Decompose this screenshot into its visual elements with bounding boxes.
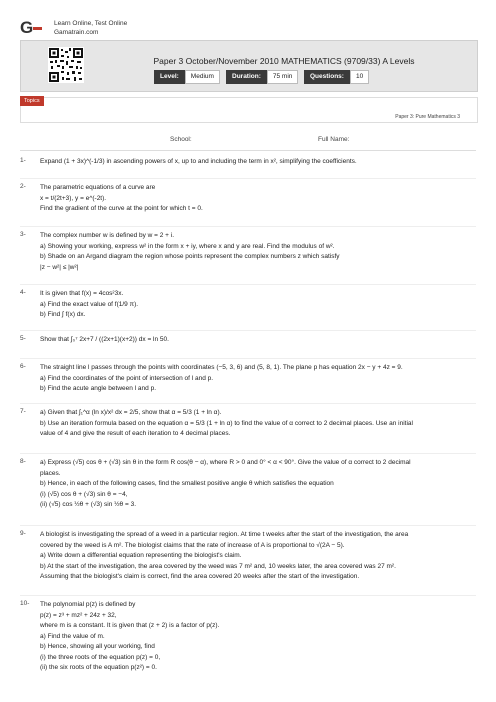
question-number: 8- xyxy=(20,458,26,465)
question-line: (ii) (√5) cos ½θ + (√3) sin ½θ = 3. xyxy=(40,501,137,508)
question-line: a) Showing your working, express w² in the form x + iy, where x and y are real. Find the modulus of w². xyxy=(40,242,335,250)
question-line: It is given that f(x) = 4cos²3x. xyxy=(40,290,124,297)
question-line: a) Express (√5) cos θ + (√3) sin θ in the form R cos(θ − α), where R > 0 and 0° < α < 90°. Give the value of α correct to 2 decimal xyxy=(40,459,411,466)
question-line: b) Hence, in each of the following cases, find the smallest positive angle θ which satisfies the equation xyxy=(40,480,334,487)
fullname-label: Full Name: xyxy=(318,136,350,143)
question-line: a) Write down a differential equation representing the biologist's claim. xyxy=(40,552,242,559)
paper-title: Paper 3 October/November 2010 MATHEMATICS (9709/33) A Levels xyxy=(153,56,415,66)
question-line: Assuming that the biologist's claim is correct, find the area covered 20 weeks after the start of the investigation. xyxy=(40,573,360,580)
question-number: 1- xyxy=(20,157,26,164)
question-divider xyxy=(20,358,476,359)
question-divider xyxy=(20,178,476,179)
brand xyxy=(20,18,127,38)
question-number: 3- xyxy=(20,231,26,238)
question-number: 5- xyxy=(20,335,26,342)
question-line: b) At the start of the investigation, the area covered by the weed was 7 m² and, 10 weeks later, the area covered was 27 m². xyxy=(40,562,396,570)
question-divider xyxy=(20,453,476,454)
question-text xyxy=(40,363,485,395)
question-line: a) Find the coordinates of the point of intersection of l and p. xyxy=(40,374,214,382)
duration-badge: Duration: 75 min xyxy=(226,70,298,84)
gamatrain-logo: G xyxy=(20,18,48,38)
question-line: places. xyxy=(40,469,61,477)
questions-badge: Questions: 10 xyxy=(304,70,369,84)
question-line: b) Shade on an Argand diagram the region whose points represent the complex numbers z which satisfy xyxy=(40,253,340,260)
question-line: a) Find the value of m. xyxy=(40,632,105,640)
question-line: covered by the weed is A m². The biologist claims that the rate of increase of A is proportional to √(2A − 5). xyxy=(40,541,345,549)
question-line: (i) (√5) cos θ + (√3) sin θ = −4, xyxy=(40,490,128,498)
question-line: b) Find the acute angle between l and p. xyxy=(40,385,156,392)
question-number: 9- xyxy=(20,530,26,537)
question-divider xyxy=(20,226,476,227)
question-line: a) Given that ∫₁^α (ln x)/x² dx = 2/5, show that α = 5/3 (1 + ln α). xyxy=(40,409,222,416)
topics-tag[interactable]: Topics xyxy=(20,96,44,106)
question-divider xyxy=(20,525,476,526)
level-badge: Level: Medium xyxy=(154,70,220,84)
brand-tagline: Learn Online, Test Online xyxy=(54,20,128,27)
question-text xyxy=(40,183,485,215)
question-line: Find the gradient of the curve at the point for which t = 0. xyxy=(40,205,203,212)
question-line: b) Find ∫ f(x) dx. xyxy=(40,311,86,318)
question-line: p(z) = z³ + mz² + 24z + 32, xyxy=(40,611,117,619)
question-number: 4- xyxy=(20,289,26,296)
question-line: a) Find the exact value of f(1/9 π). xyxy=(40,300,139,308)
question-line: A biologist is investigating the spread of a weed in a particular region. At time t weeks after the start of the investigation, the area xyxy=(40,531,409,538)
question-line: (ii) the six roots of the equation p(z²) = 0. xyxy=(40,664,157,671)
question-number: 10- xyxy=(20,600,30,607)
question-line: where m is a constant. It is given that (z + 2) is a factor of p(z). xyxy=(40,622,220,629)
question-text xyxy=(40,289,485,321)
question-text xyxy=(40,458,485,511)
divider xyxy=(20,150,476,151)
paper-header xyxy=(20,40,478,92)
question-line: The polynomial p(z) is defined by xyxy=(40,601,136,608)
question-line: b) Hence, showing all your working, find xyxy=(40,643,155,650)
question-line: x = t/(2t+3), y = e^(-2t). xyxy=(40,194,107,202)
question-line: b) Use an iteration formula based on the equation α = 5/3 (1 + ln α) to find the value of α correct to 2 decimal places. Use an initial xyxy=(40,419,413,427)
question-divider xyxy=(20,284,476,285)
question-text xyxy=(40,231,485,273)
question-line: value of 4 and give the result of each iteration to 4 decimal places. xyxy=(40,430,231,437)
question-line: (i) the three roots of the equation p(z) = 0, xyxy=(40,653,161,661)
question-divider xyxy=(20,403,476,404)
question-text xyxy=(40,600,485,674)
question-number: 7- xyxy=(20,408,26,415)
question-line: The straight line l passes through the points with coordinates (−5, 3, 6) and (5, 8, 1). The plane p has equation 2x − y + 4z = 9. xyxy=(40,364,403,371)
question-number: 6- xyxy=(20,363,26,370)
question-line: |z − w²| ≤ |w²| xyxy=(40,263,79,271)
question-line: Show that ∫₀⁷ 2x+7 / ((2x+1)(x+2)) dx = ln 50. xyxy=(40,336,169,343)
question-line: Expand (1 + 3x)^(-1/3) in ascending powers of x, up to and including the term in x², simplifying the coefficients. xyxy=(40,158,357,165)
question-line: The parametric equations of a curve are xyxy=(40,184,156,191)
question-line: The complex number w is defined by w = 2 + i. xyxy=(40,232,175,239)
question-text xyxy=(40,408,485,440)
topic-name: Paper 3: Pure Mathematics 3 xyxy=(395,114,460,120)
brand-site: Gamatrain.com xyxy=(54,29,99,36)
question-number: 2- xyxy=(20,183,26,190)
school-label: School: xyxy=(170,136,192,143)
question-text xyxy=(40,335,485,346)
question-divider xyxy=(20,330,476,331)
question-divider xyxy=(20,595,476,596)
question-text xyxy=(40,157,485,168)
question-text xyxy=(40,530,485,583)
